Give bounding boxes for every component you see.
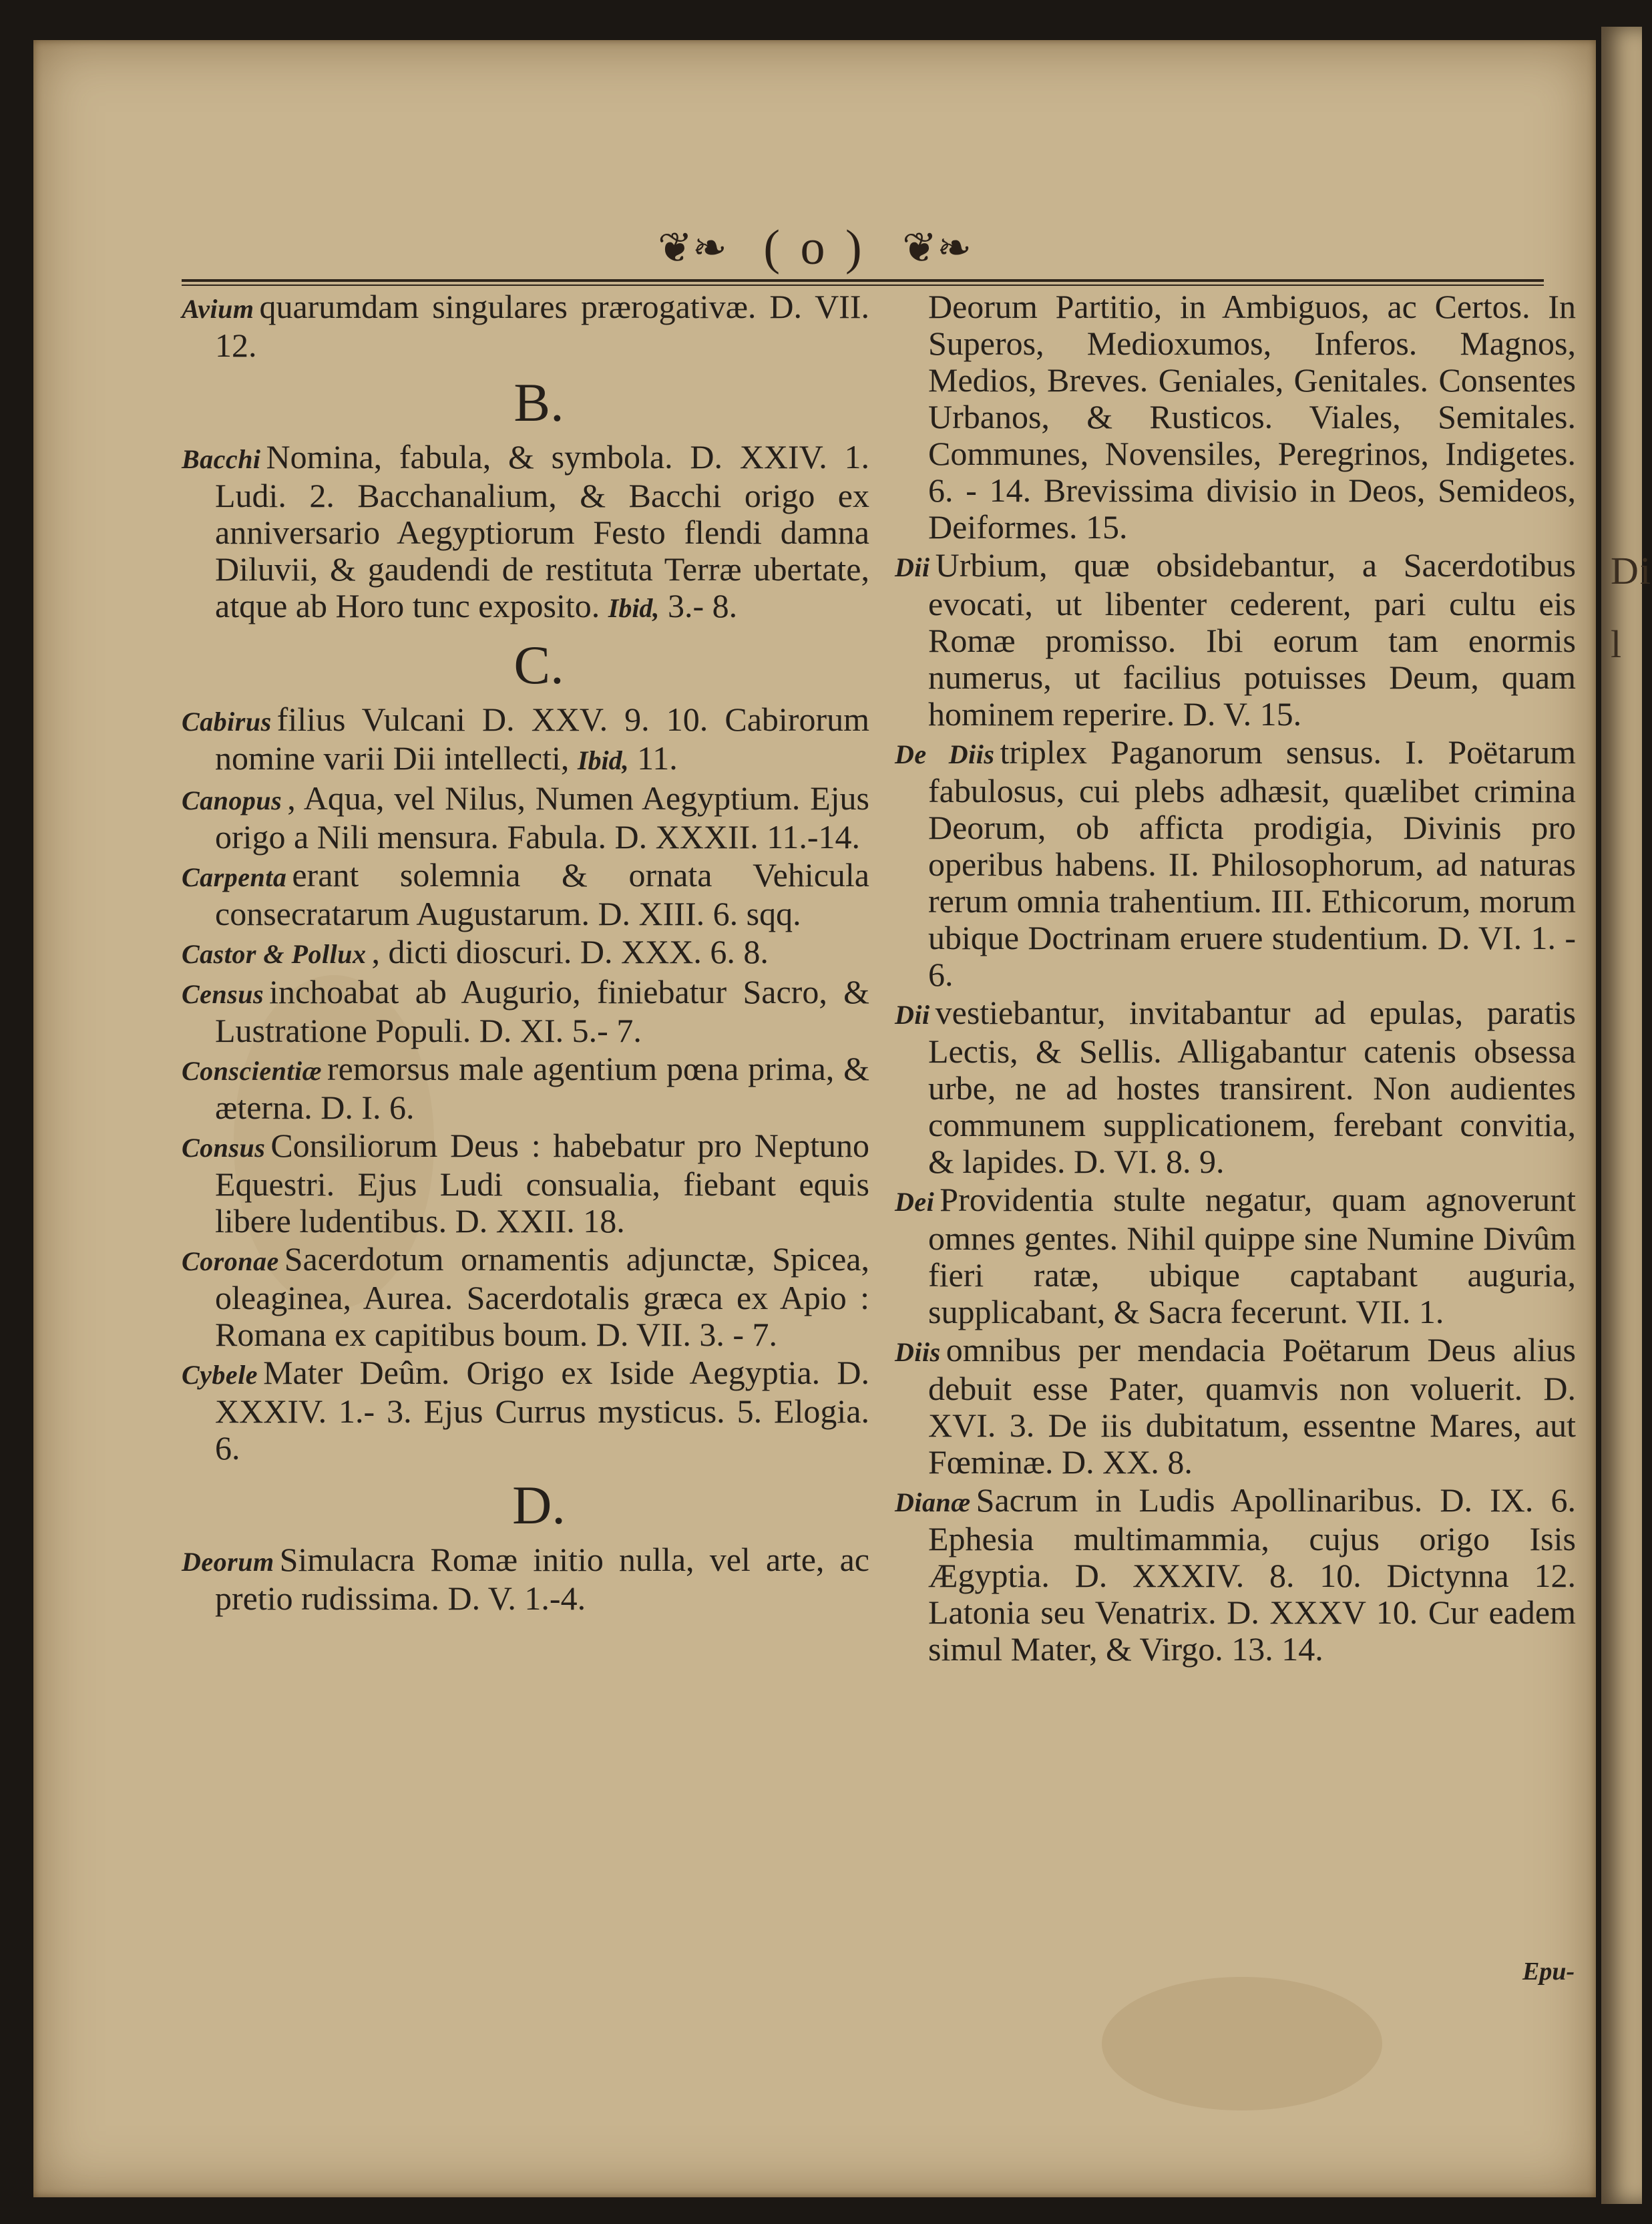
entry-text: erant solemnia & ornata Vehicula consecratarum Augustarum. D. XIII. 6. sqq. [215, 856, 869, 932]
entry-text: Sacerdotum ornamentis adjunctæ, Spicea, oleaginea, Aurea. Sacerdotalis græca ex Apio : Romana ex capitibus boum. D. VII. 3. - 7. [215, 1240, 869, 1353]
entry-text: Urbium, quæ obsidebantur, a Sacerdotibus evocati, ut libenter cederent, pari cultu eis Romæ promisso. Ibi eorum tam enormis numerus, ut facilius potuisses Deum, quam hominem reperire. D. V. 15. [928, 546, 1576, 733]
right-column [895, 289, 1576, 1669]
entry-text: Simulacra Romæ initio nulla, vel arte, ac pretio rudissima. D. V. 1.-4. [215, 1541, 869, 1617]
catchword: Epu- [1522, 1958, 1575, 1986]
page-stain [1102, 1977, 1382, 2110]
entry-keyword: Cybele [182, 1360, 258, 1390]
index-entry [182, 701, 869, 779]
left-column [182, 289, 869, 1618]
section-letter: C. [513, 634, 564, 695]
page-header [33, 215, 1596, 276]
entry-text: Deorum Partitio, in Ambiguos, ac Certos. In Superos, Medioxumos, Inferos. Magnos, Medios, Breves. Geniales, Genitales. Consentes Urbanos, & Rusticos. Viales, Semitales. Communes, Novensiles, Peregrinos, Indigetes. 6. - 14. Brevissima divisio in Deos, Semideos, Deiformes. 15. [928, 288, 1576, 546]
entry-text: remorsus male agentium pœna prima, & æterna. D. I. 6. [215, 1050, 869, 1126]
index-entry [895, 547, 1576, 733]
book-page [33, 40, 1596, 2197]
index-entry [182, 857, 869, 932]
entry-keyword: Canopus [182, 785, 282, 815]
entry-text: , dicti dioscuri. D. XXX. 6. 8. [371, 933, 769, 970]
entry-reference: 11. [637, 739, 678, 777]
index-entry [895, 1181, 1576, 1330]
entry-keyword: De Diis [895, 739, 995, 769]
index-entry [182, 1051, 869, 1126]
index-entry [182, 1354, 869, 1467]
entry-text: Consiliorum Deus : habebatur pro Neptuno Equestri. Ejus Ludi consualia, fiebant equis libere ludentibus. D. XXII. 18. [215, 1127, 869, 1240]
entry-text: Sacrum in Ludis Apollinaribus. D. IX. 6. Ephesia multimammia, cujus origo Isis Ægyptia. D. XXXIV. 8. 10. Dictynna 12. Latonia seu Venatrix. D. XXXV 10. Cur eadem simul Mater, & Virgo. 13. 14. [928, 1481, 1576, 1668]
entry-text: filius Vulcani D. XXV. 9. 10. Cabirorum nomine varii Dii intellecti, [215, 701, 869, 777]
index-entry [182, 289, 869, 364]
ornament-right-icon: ❦❧ [902, 226, 972, 272]
header-rule [182, 279, 1544, 286]
entry-reference: 3.- 8. [667, 587, 738, 624]
entry-text: , Aqua, vel Nilus, Numen Aegyptium. Ejus origo a Nili mensura. Fabula. D. XXXII. 11.-14. [215, 779, 869, 856]
index-entry [182, 780, 869, 856]
index-entry [182, 974, 869, 1049]
index-entry [895, 1482, 1576, 1668]
entry-keyword: Conscientiæ [182, 1056, 322, 1086]
entry-keyword: Dii [895, 552, 930, 582]
index-entry [182, 1241, 869, 1353]
index-entry [895, 1332, 1576, 1481]
index-entry [182, 439, 869, 626]
entry-text: omnibus per mendacia Poëtarum Deus alius debuit esse Pater, quamvis non voluerit. D. XVI. 3. De iis dubitatum, essentne Mares, aut Fœminæ. D. XX. 8. [928, 1331, 1576, 1481]
entry-keyword: Carpenta [182, 862, 287, 892]
adjacent-page-edge [1601, 27, 1652, 2204]
entry-keyword: Castor & Pollux [182, 939, 367, 969]
index-entry [182, 934, 869, 972]
entry-text: triplex Paganorum sensus. I. Poëtarum fabulosus, cui plebs adhæsit, quælibet crimina Deorum, ob afficta prodigia, Divinis pro operibus habens. II. Philosophorum, ad naturas rerum omnia trahentium. III. Ethicorum, morum ubique Doctrinam eruere studentium. D. VI. 1. - 6. [928, 733, 1576, 993]
entry-text: quarumdam singulares prærogativæ. D. VII. 12. [215, 288, 869, 364]
adjacent-page-text: Di l [1611, 549, 1652, 666]
entry-keyword: Bacchi [182, 444, 261, 474]
entry-keyword: Cabirus [182, 707, 272, 737]
entry-text: Nomina, fabula, & symbola. D. XXIV. 1. Ludi. 2. Bacchanalium, & Bacchi origo ex anniversario Aegyptiorum Festo flendi damna Diluvii, & gaudendi de restituta Terræ ubertate, atque ab Horo tunc exposito. [215, 438, 869, 624]
entry-text: Mater Deûm. Origo ex Iside Aegyptia. D. XXXIV. 1.- 3. Ejus Currus mysticus. 5. Elogia. 6. [215, 1354, 869, 1467]
entry-keyword: Dianæ [895, 1487, 971, 1517]
index-entry [895, 734, 1576, 993]
section-letter: B. [513, 372, 564, 433]
section-letter: D. [512, 1475, 566, 1535]
entry-text: vestiebantur, invitabantur ad epulas, paratis Lectis, & Sellis. Alligabantur catenis obsessa urbe, ne ad hostes transirent. Non audientes communem supplicationem, ferebant convitia, & lapides. D. VI. 8. 9. [928, 994, 1576, 1180]
entry-reference-italic: Ibid, [608, 593, 660, 623]
index-entry [895, 289, 1576, 546]
index-entry [895, 994, 1576, 1180]
entry-keyword: Census [182, 979, 264, 1009]
entry-text: inchoabat ab Augurio, finiebatur Sacro, & Lustratione Populi. D. XI. 5.- 7. [215, 973, 869, 1049]
entry-keyword: Dii [895, 1000, 930, 1030]
entry-keyword: Avium [182, 294, 254, 324]
entry-keyword: Diis [895, 1337, 941, 1367]
index-entry [182, 1541, 869, 1617]
index-entry [182, 1127, 869, 1240]
entry-reference-italic: Ibid, [577, 745, 629, 775]
entry-text: Providentia stulte negatur, quam agnoverunt omnes gentes. Nihil quippe sine Numine Divûm fieri ratæ, ubique captabant auguria, supplicabant, & Sacra fecerunt. VII. 1. [928, 1181, 1576, 1330]
entry-keyword: Consus [182, 1133, 266, 1163]
entry-keyword: Deorum [182, 1547, 274, 1577]
page-number: ( o ) [763, 220, 866, 275]
entry-keyword: Coronae [182, 1246, 279, 1276]
ornament-left-icon: ❦❧ [657, 226, 727, 272]
entry-keyword: Dei [895, 1187, 935, 1217]
